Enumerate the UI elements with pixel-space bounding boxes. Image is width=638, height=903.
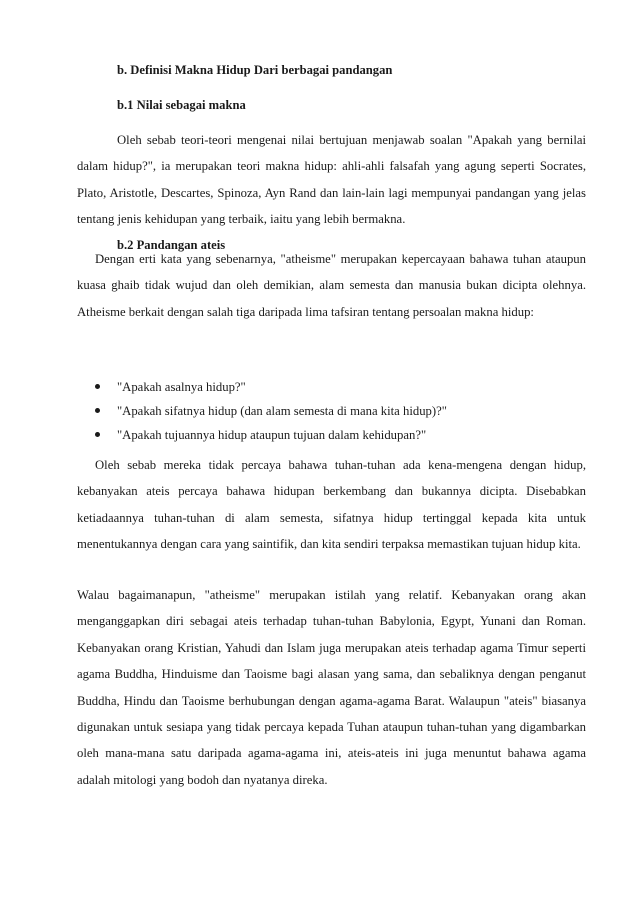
list-item bbox=[0, 423, 560, 447]
section-heading-b1: b.1 Nilai sebagai makna bbox=[117, 98, 246, 112]
bullet-icon bbox=[95, 384, 100, 389]
section-heading-b2: b.2 Pandangan ateis bbox=[117, 238, 226, 252]
paragraph-ateis-definition: Dengan erti kata yang sebenarnya, "atheisme" merupakan kepercayaan bahawa tuhan ataupun kuasa ghaib tidak wujud dan oleh demikian, alam semesta dan manusia bukan dicipta olehnya. Atheisme berkait dengan salah tiga daripada lima tafsiran tentang persoalan makna hidup: bbox=[77, 252, 586, 319]
paragraph-nilai: Oleh sebab teori-teori mengenai nilai bertujuan menjawab soalan "Apakah yang bernilai dalam hidup?", ia merupakan teori makna hidup: ahli-ahli falsafah yang agung seperti Socrates, Plato, Aristotle, Descartes, Spinoza, Ayn Rand dan lain-lain lagi mempunyai pandangan yang jelas tentang jenis kehidupan yang terbaik, iaitu yang lebih bermakna. bbox=[77, 133, 586, 227]
paragraph-ateis-relative: Walau bagaimanapun, "atheisme" merupakan istilah yang relatif. Kebanyakan orang akan menganggapkan diri sebagai ateis terhadap tuhan-tuhan Babylonia, Egypt, Yunani dan Roman. Kebanyakan orang Kristian, Yahudi dan Islam juga merupakan ateis terhadap agama Timur seperti agama Buddha, Hinduisme dan Taoisme bagi alasan yang sama, dan sebaliknya dengan penganut Buddha, Hindu dan Taoisme berhubungan dengan agama-agama Barat. Walaupun "ateis" biasanya digunakan untuk sesiapa yang tidak percaya kepada Tuhan ataupun tuhan-tuhan yang digambarkan oleh mana-mana satu daripada agama-agama ini, ateis-ateis ini juga menuntut bahawa agama adalah mitologi yang bodoh dan nyatanya direka. bbox=[77, 588, 586, 787]
list-item-text: "Apakah asalnya hidup?" bbox=[117, 380, 246, 394]
bullet-icon bbox=[95, 432, 100, 437]
list-item-text: "Apakah sifatnya hidup (dan alam semesta di mana kita hidup)?" bbox=[117, 404, 447, 418]
list-item-text: "Apakah tujuannya hidup ataupun tujuan dalam kehidupan?" bbox=[117, 428, 427, 442]
list-item bbox=[0, 399, 560, 423]
bullet-icon bbox=[95, 408, 100, 413]
list-item bbox=[0, 375, 560, 399]
paragraph-ateis-belief: Oleh sebab mereka tidak percaya bahawa tuhan-tuhan ada kena-mengena dengan hidup, kebanyakan ateis percaya bahawa hidupan berkembang dan bukannya dicipta. Disebabkan ketiadaannya tuhan-tuhan di alam semesta, sifatnya hidup tertinggal kepada kita untuk menentukannya dengan cara yang saintifik, dan kita sendiri terpaksa memastikan tujuan hidup kita. bbox=[77, 458, 586, 552]
section-heading-b: b. Definisi Makna Hidup Dari berbagai pandangan bbox=[117, 63, 393, 77]
